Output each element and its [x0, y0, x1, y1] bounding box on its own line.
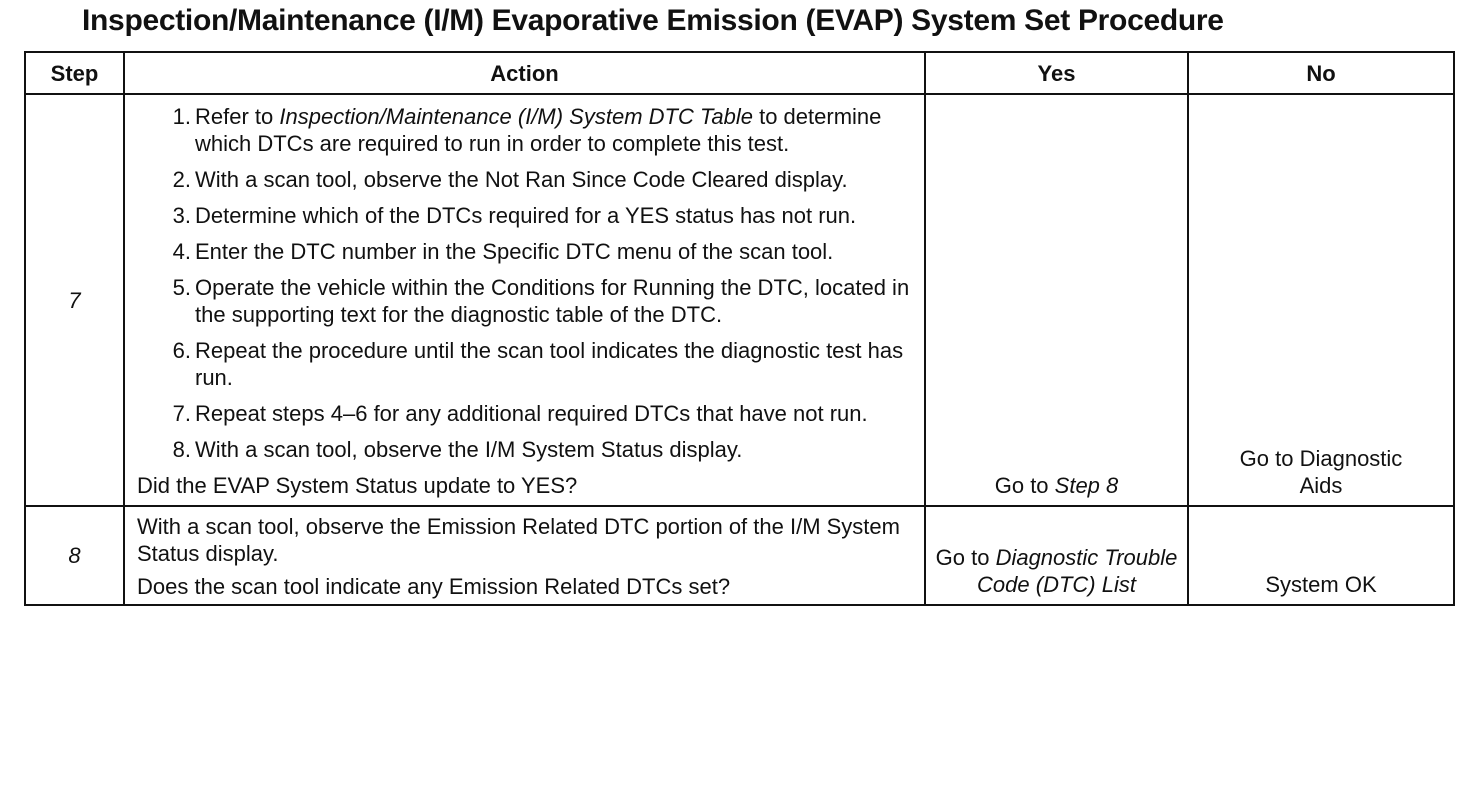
- item-text-pre: Refer to: [195, 104, 280, 129]
- go-to-diagnostic-aids-link[interactable]: Go to Diagnostic Aids: [1239, 446, 1403, 498]
- list-item: [125, 103, 924, 157]
- item-number: 7.: [172, 401, 191, 426]
- header-row: [25, 52, 1454, 94]
- step-question: Did the EVAP System Status update to YES?: [137, 473, 578, 498]
- step-instruction: With a scan tool, observe the Emission Related DTC portion of the I/M System Status display.: [137, 514, 900, 566]
- list-item: [125, 238, 924, 265]
- action-cell: [124, 506, 925, 605]
- table-row-step-7: [25, 94, 1454, 506]
- step-question: Does the scan tool indicate any Emission Related DTCs set?: [137, 574, 731, 599]
- list-item: [125, 436, 924, 463]
- item-text: Repeat the procedure until the scan tool indicates the diagnostic test has run.: [195, 338, 904, 390]
- no-cell: System OK: [1188, 506, 1454, 605]
- header-no: No: [1188, 52, 1454, 94]
- item-text: With a scan tool, observe the I/M System Status display.: [195, 437, 743, 462]
- yes-cell: [925, 506, 1188, 605]
- item-text: Determine which of the DTCs required for a YES status has not run.: [195, 203, 857, 228]
- item-number: 3.: [172, 203, 191, 228]
- step-number: 7: [25, 94, 124, 506]
- list-item: [125, 202, 924, 229]
- list-item: [125, 337, 924, 391]
- yes-cell: [925, 94, 1188, 506]
- item-text: Enter the DTC number in the Specific DTC menu of the scan tool.: [195, 239, 834, 264]
- page-title: Inspection/Maintenance (I/M) Evaporative Emission (EVAP) System Set Procedure: [82, 4, 1224, 37]
- yes-prefix: Go to: [935, 545, 996, 570]
- item-number: 5.: [172, 275, 191, 300]
- header-yes: Yes: [925, 52, 1188, 94]
- go-to-step-link[interactable]: Step 8: [1054, 473, 1119, 498]
- step-number: 8: [25, 506, 124, 605]
- item-text: [195, 103, 915, 157]
- item-text: With a scan tool, observe the Not Ran Since Code Cleared display.: [195, 167, 848, 192]
- dtc-table-link[interactable]: Inspection/Maintenance (I/M) System DTC Table: [279, 104, 753, 129]
- procedure-table: [24, 51, 1455, 606]
- yes-prefix: Go to: [994, 473, 1055, 498]
- list-item: [125, 274, 924, 328]
- item-text: Operate the vehicle within the Conditions for Running the DTC, located in the supporting text for the diagnostic table of the DTC.: [195, 275, 910, 327]
- table-row-step-8: [25, 506, 1454, 605]
- item-number: 6.: [172, 338, 191, 363]
- item-number: 1.: [172, 104, 191, 129]
- item-number: 2.: [172, 167, 191, 192]
- action-cell: [124, 94, 925, 506]
- header-step: Step: [25, 52, 124, 94]
- dtc-list-link[interactable]: Diagnostic Trouble Code (DTC) List: [977, 545, 1178, 597]
- action-steps-list: [125, 95, 924, 463]
- item-text-post: to determine which DTCs are required to run in order to complete this test.: [195, 104, 882, 156]
- list-item: [125, 400, 924, 427]
- item-text: Repeat steps 4–6 for any additional required DTCs that have not run.: [195, 401, 868, 426]
- item-number: 8.: [172, 437, 191, 462]
- item-number: 4.: [172, 239, 191, 264]
- list-item: [125, 166, 924, 193]
- header-action: Action: [124, 52, 925, 94]
- no-cell: [1188, 94, 1454, 506]
